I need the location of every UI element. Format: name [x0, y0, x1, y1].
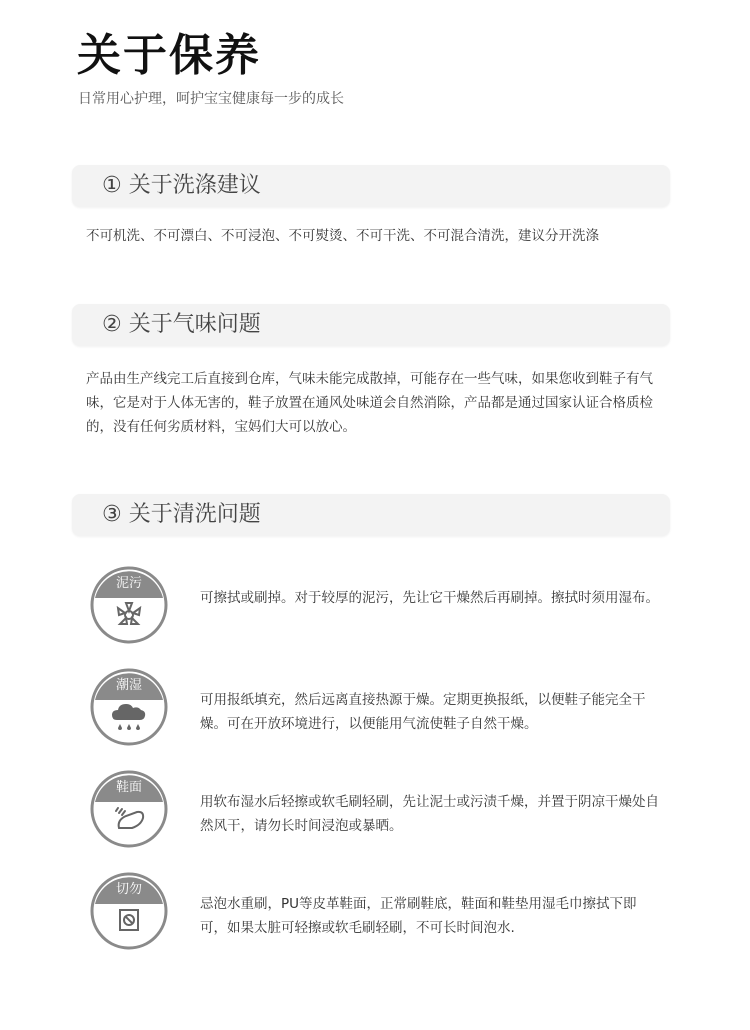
badge: [90, 668, 168, 746]
shoe-brush-icon: [90, 770, 168, 848]
page-subtitle: 日常用心护理，呵护宝宝健康每一步的成长: [78, 91, 344, 107]
care-item-text: 用软布湿水后轻擦或软毛刷轻刷，先让泥士或污渍千燥，并置于阴凉干燥处自然风干，请勿长时间浸泡或暴晒。: [200, 794, 659, 834]
badge-label: 切勿: [115, 882, 142, 897]
care-item-never: [90, 872, 670, 952]
section-header-cleaning: [72, 494, 670, 536]
section-header-odor: [72, 304, 670, 346]
care-item-upper: [90, 770, 670, 850]
badge: [90, 566, 168, 644]
section-body-odor: 产品由生产线完工后直接到仓库，气味未能完成散掉，可能存在一些气味，如果您收到鞋子有气味，它是对于人体无害的，鞋子放置在通风处味道会自然消除，产品都是通过国家认证合格质检的，没有任何劣质材料，宝妈们大可以放心。: [86, 371, 653, 435]
no-soak-icon: [90, 872, 168, 950]
section-header-washing: [72, 165, 670, 207]
care-item-damp: [90, 668, 670, 748]
care-item-text: 可用报纸填充，然后远离直接热源于燥。定期更换报纸，以便鞋子能完全干燥。可在开放环境进行，以便能用气流使鞋子自然干燥。: [200, 692, 646, 732]
section-heading: ① 关于洗涤建议: [102, 173, 261, 198]
care-item-text: 可擦拭或刷掉。对于较厚的泥污，先让它干燥然后再刷掉。擦拭时须用湿布。: [200, 590, 659, 606]
page-title: 关于保养: [77, 30, 261, 81]
care-item-stain: [90, 566, 670, 646]
badge-label: 泥污: [115, 576, 142, 591]
section-body-washing: 不可机洗、不可漂白、不可浸泡、不可熨烫、不可干洗、不可混合清洗，建议分开洗涤: [86, 228, 599, 244]
badge: [90, 872, 168, 950]
section-heading: ③ 关于清洗问题: [102, 502, 261, 527]
badge-label: 鞋面: [115, 780, 142, 795]
care-item-text: 忌泡水重刷，PU等皮革鞋面，正常刷鞋底，鞋面和鞋垫用湿毛巾擦拭下即可，如果太脏可轻擦或软毛刷轻刷，不可长时间泡水.: [200, 896, 637, 936]
stain-icon: [90, 566, 168, 644]
badge-label: 潮湿: [115, 678, 142, 693]
section-heading: ② 关于气味问题: [102, 312, 261, 337]
rain-cloud-icon: [90, 668, 168, 746]
badge: [90, 770, 168, 848]
